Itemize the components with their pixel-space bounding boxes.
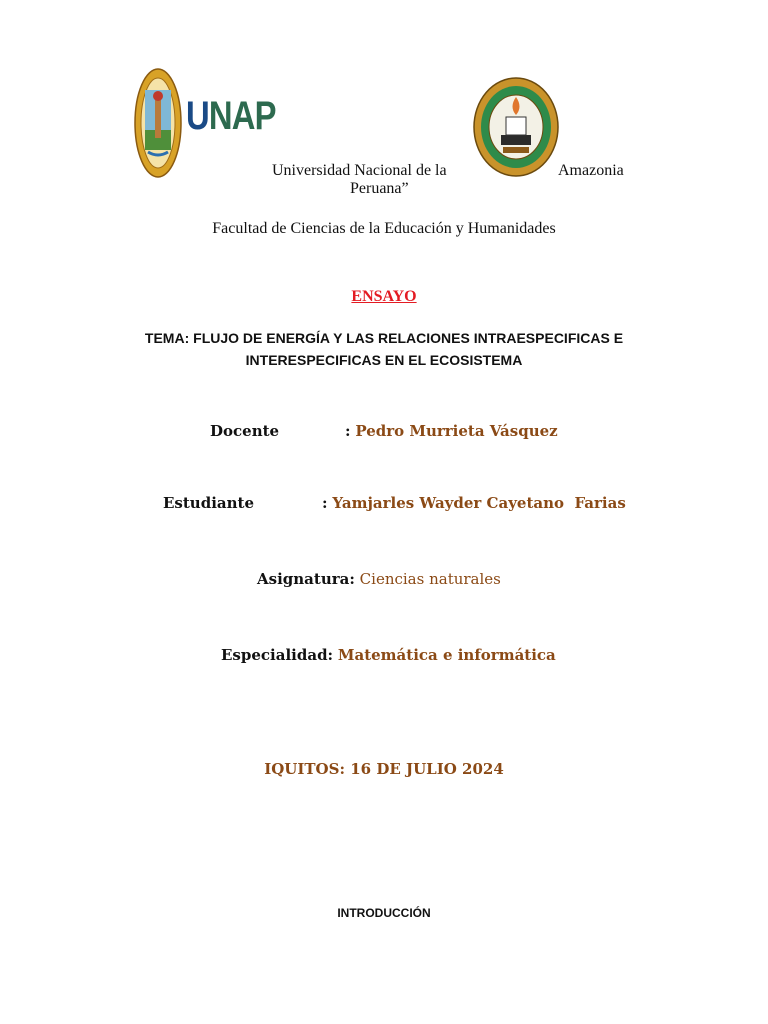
- asignatura-row: [257, 570, 501, 588]
- especialidad-value: Matemática e informática: [337, 646, 556, 664]
- especialidad-row: [221, 646, 556, 664]
- asignatura-value: Ciencias naturales: [359, 570, 501, 588]
- university-name-line1-right: Amazonia: [558, 162, 624, 179]
- docente-value: Pedro Murrieta Vásquez: [355, 422, 558, 440]
- unap-logo-text-u: U: [186, 94, 209, 138]
- estudiante-value: Yamjarles Wayder Cayetano Farias: [332, 494, 626, 512]
- faculty-name: Facultad de Ciencias de la Educación y Humanidades: [212, 220, 556, 237]
- essay-topic: TEMA: FLUJO DE ENERGÍA Y LAS RELACIONES INTRAESPECIFICAS E INTERESPECIFICAS EN EL ECOSISTEMA: [144, 330, 624, 368]
- docente-colon: :: [345, 422, 351, 440]
- document-type-title: ENSAYO: [351, 288, 417, 305]
- asignatura-label: Asignatura:: [257, 570, 355, 588]
- estudiante-label-text: Estudiante: [163, 494, 254, 512]
- estudiante-row: [322, 494, 626, 512]
- unap-logo-text: [186, 96, 276, 136]
- university-name-line2: Peruana”: [350, 180, 409, 197]
- docente-label: [210, 422, 279, 440]
- estudiante-label: [163, 494, 254, 512]
- university-seal-icon: [134, 68, 182, 178]
- introduction-heading: INTRODUCCIÓN: [337, 906, 431, 920]
- university-name-line1: Universidad Nacional de la: [272, 162, 447, 179]
- especialidad-label: Especialidad:: [221, 646, 334, 664]
- docente-row: [345, 422, 558, 440]
- estudiante-colon: :: [322, 494, 328, 512]
- docente-label-text: Docente: [210, 422, 280, 440]
- faculty-seal-icon: [473, 77, 559, 177]
- place-and-date: IQUITOS: 16 DE JULIO 2024: [264, 760, 504, 778]
- unap-logo-text-rest: NAP: [208, 94, 276, 138]
